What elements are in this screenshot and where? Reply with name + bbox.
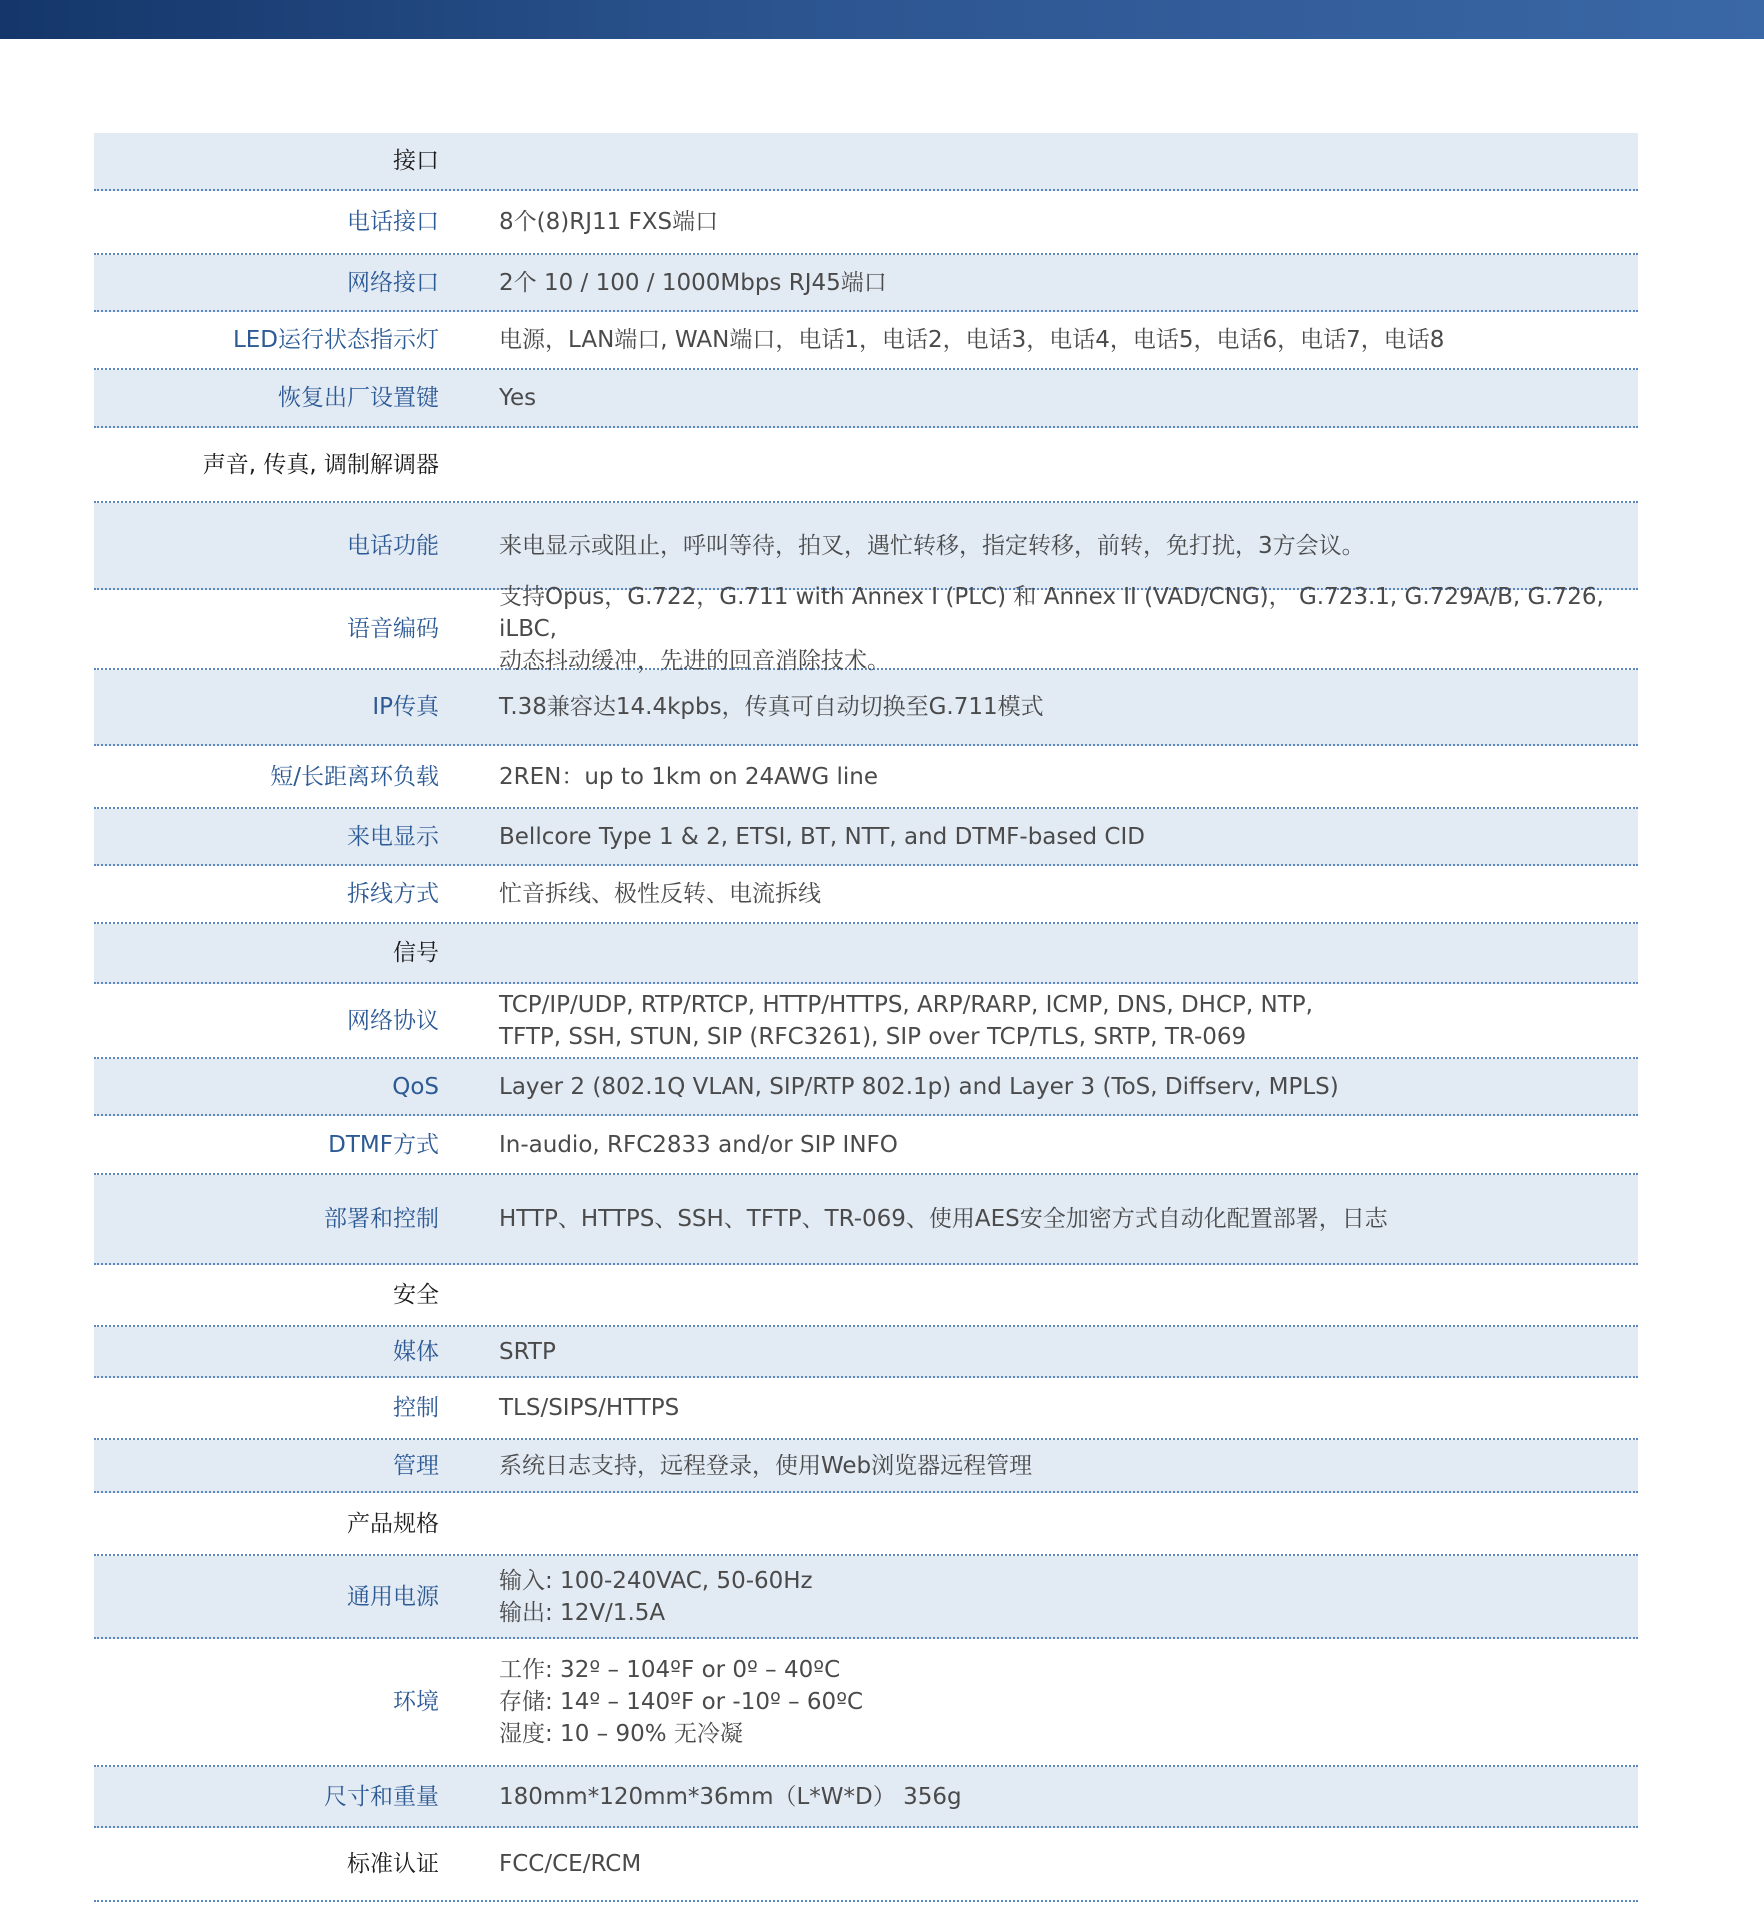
spec-label: QoS [392,1073,439,1100]
spec-label: 控制 [393,1395,439,1421]
spec-value: 工作: 32º – 104ºF or 0º – 40ºC 存储: 14º – 140ºF or -10º – 60ºC 湿度: 10 – 90% 无冷凝 [499,1657,864,1747]
spec-label: 语音编码 [347,616,439,642]
spec-value: Bellcore Type 1 & 2, ETSI, BT, NTT, and DTMF-based CID [499,823,1145,850]
spec-label: 管理 [393,1452,439,1479]
spec-label: 环境 [393,1689,439,1715]
spec-value: 来电显示或阻止，呼叫等待，拍叉，遇忙转移，指定转移，前转，免打扰，3方会议。 [499,532,1365,559]
spec-value: 输入: 100-240VAC, 50-60Hz 输出: 12V/1.5A [499,1567,813,1626]
section-header-row [94,1265,1638,1327]
spec-label: DTMF方式 [328,1131,439,1158]
section-title: 产品规格 [347,1510,439,1537]
spec-row [94,1767,1638,1828]
spec-value: TCP/IP/UDP, RTP/RTCP, HTTP/HTTPS, ARP/RARP, ICMP, DNS, DHCP, NTP, TFTP, SSH, STUN, SIP (RFC3261), SIP over TCP/TLS, SRTP, TR-069 [499,991,1313,1050]
spec-label: 部署和控制 [324,1206,439,1232]
spec-label: 恢复出厂设置键 [278,385,439,411]
spec-label: 标准认证 [347,1851,439,1877]
spec-label: 电话功能 [347,532,439,559]
spec-row [94,746,1638,809]
spec-value: 2个 10 / 100 / 1000Mbps RJ45端口 [499,269,887,296]
section-header-row [94,924,1638,984]
section-title: 安全 [393,1282,439,1308]
spec-row [94,1440,1638,1493]
spec-value: 电源，LAN端口, WAN端口，电话1，电话2，电话3，电话4，电话5，电话6，电话7，电话8 [499,327,1445,353]
spec-row [94,503,1638,590]
spec-value: 180mm*120mm*36mm（L*W*D） 356g [499,1783,962,1810]
spec-label: 拆线方式 [347,881,439,907]
spec-value: Yes [499,385,537,411]
spec-value: TLS/SIPS/HTTPS [499,1395,680,1421]
spec-label: 短/长距离环负载 [270,763,439,790]
spec-label: 尺寸和重量 [324,1783,439,1810]
top-banner [0,0,1764,39]
spec-row [94,809,1638,866]
spec-row [94,1556,1638,1639]
spec-label: 通用电源 [347,1583,439,1610]
spec-row [94,312,1638,370]
spec-value: 系统日志支持，远程登录，使用Web浏览器远程管理 [499,1452,1033,1479]
spec-value: FCC/CE/RCM [499,1851,642,1877]
spec-value: T.38兼容达14.4kpbs，传真可自动切换至G.711模式 [499,694,1044,720]
spec-value: 支持Opus，G.722，G.711 with Annex I (PLC) 和 Annex II (VAD/CNG)， G.723.1, G.729A/B, G.726, iLBC, 动态抖动缓冲，先进的回音消除技术。 [499,584,1604,674]
spec-row [94,191,1638,255]
spec-label: IP传真 [372,694,439,720]
spec-row [94,1378,1638,1440]
spec-value: 2REN：up to 1km on 24AWG line [499,763,878,790]
spec-row [94,1828,1638,1902]
spec-value: HTTP、HTTPS、SSH、TFTP、TR-069、使用AES安全加密方式自动化配置部署，日志 [499,1206,1388,1232]
spec-row [94,866,1638,924]
section-title: 声音, 传真, 调制解调器 [202,451,439,478]
spec-row [94,255,1638,312]
spec-row [94,1116,1638,1175]
spec-label: 电话接口 [347,209,439,235]
spec-row [94,1327,1638,1378]
spec-table [94,133,1638,1902]
spec-row [94,1639,1638,1767]
spec-value: 忙音拆线、极性反转、电流拆线 [499,881,821,907]
section-header-row [94,1493,1638,1556]
spec-label: 来电显示 [347,823,439,850]
spec-label: 媒体 [393,1338,439,1365]
spec-label: 网络协议 [347,1007,439,1034]
spec-label: 网络接口 [347,269,439,296]
section-title: 接口 [393,148,439,174]
spec-row [94,370,1638,428]
section-header-row [94,428,1638,503]
spec-value: Layer 2 (802.1Q VLAN, SIP/RTP 802.1p) and Layer 3 (ToS, Diffserv, MPLS) [499,1073,1339,1100]
spec-row [94,584,1638,674]
spec-value: 8个(8)RJ11 FXS端口 [499,209,719,235]
spec-row [94,1175,1638,1265]
spec-label: LED运行状态指示灯 [232,327,439,353]
spec-row [94,670,1638,746]
spec-value: SRTP [499,1338,556,1365]
section-title: 信号 [393,940,439,966]
spec-value: In-audio, RFC2833 and/or SIP INFO [499,1131,898,1158]
section-header-row [94,133,1638,191]
spec-row [94,984,1638,1059]
spec-row [94,1059,1638,1116]
